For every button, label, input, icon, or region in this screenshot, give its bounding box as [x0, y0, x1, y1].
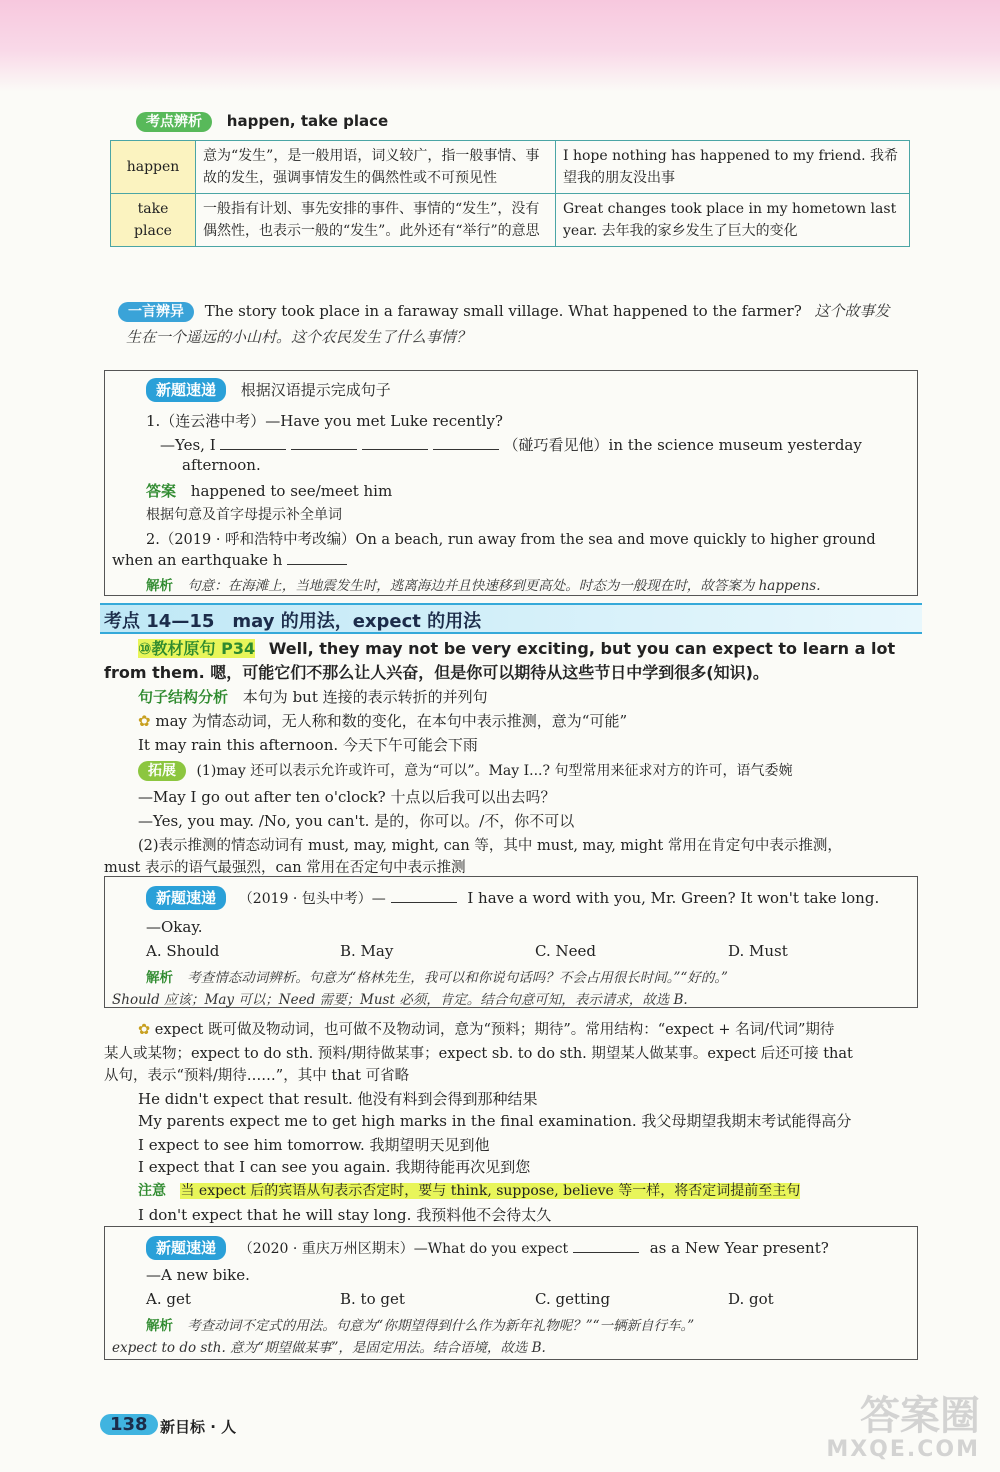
box2-response: —Okay. [146, 918, 203, 936]
box1-analysis [146, 574, 821, 594]
box2-analysis [146, 966, 728, 986]
comparison-table [110, 140, 910, 247]
q2-text: when an earthquake h [112, 551, 283, 569]
box1-subtitle: 根据句意及首字母提示补全单词 [146, 507, 342, 523]
watermark-line1: 答案圈 [860, 1393, 980, 1439]
header-banner [0, 0, 1000, 92]
box1-q2-line2 [112, 550, 347, 569]
box1-header [146, 378, 391, 402]
box1-q1: 1.（连云港中考）—Have you met Luke recently? [146, 412, 503, 430]
box1-answer [146, 480, 392, 501]
q1-blank-2[interactable] [291, 435, 357, 450]
box3-analysis-2: expect to do sth. 意为“期望做某事”，是固定用法。结合语境，故选 B. [112, 1340, 546, 1356]
box3-q-tail: as a New Year present? [649, 1239, 829, 1257]
box1-q2: 2.（2019 · 呼和浩特中考改编）On a beach, run away from the sea and move quickly to higher ground [146, 532, 876, 548]
may-text-3: (1)may 还可以表示允许或许可，意为“可以”。May I...? 句型常用来征求对方的许可，语气委婉 [196, 763, 793, 779]
note-icon: ✿ [138, 712, 151, 730]
book-title: 新目标 · 人 [160, 1418, 237, 1436]
box2-question [146, 886, 879, 910]
expect-line2: 某人或某物；expect to do sth. 预料/期待做某事；expect sb. to do sth. 期望某人做某事。expect 后还可接 that [104, 1046, 853, 1062]
section-tag: 考点辨析 [136, 112, 212, 132]
analysis-label: 解析 [146, 970, 173, 986]
q1-hint: （碰巧看见他）in the science museum yesterday [503, 436, 862, 454]
box2-blank[interactable] [391, 888, 457, 903]
expect-line3: 从句，表示“预料/期待……”，其中 that 可省略 [104, 1068, 410, 1084]
yuanju-label: ⑩教材原句 P34 [138, 639, 256, 658]
box2-option-c[interactable]: C. Need [535, 942, 596, 960]
q1-blank-1[interactable] [220, 435, 286, 450]
q1-answer-prefix: —Yes, I [160, 436, 216, 454]
may-line1 [138, 710, 627, 731]
box1-tag: 新题速递 [146, 378, 226, 402]
box2-q-text: （2019 · 包头中考）— [238, 891, 386, 907]
expect-note [138, 1180, 800, 1200]
answer-label: 答案 [146, 482, 177, 500]
juzi-line [138, 686, 488, 707]
may-line5: —Yes, you may. /No, you can't. 是的，你可以。/不，你不可以 [138, 812, 575, 830]
note-label: 注意 [138, 1183, 166, 1199]
expect-line1 [138, 1018, 834, 1039]
may-line3 [138, 760, 792, 781]
q2-blank[interactable] [287, 550, 347, 565]
yuanju-text-2: from them. 嗯，可能它们不那么让人兴奋，但是你可以期待从这些节日中学到很多(知识)。 [104, 663, 769, 682]
table-row [111, 194, 910, 247]
tuozhan-tag: 拓展 [138, 761, 186, 781]
yiyan-english: The story took place in a faraway small village. What happened to the farmer? [204, 302, 802, 320]
juzi-label: 句子结构分析 [138, 688, 229, 706]
analysis-label: 解析 [146, 1318, 173, 1334]
box2-analysis-1: 考查情态动词辨析。句意为“格林先生，我可以和你说句话吗？不会占用很长时间。”“好的。” [187, 970, 728, 986]
box2-analysis-2: Should 应该；May 可以；Need 需要；Must 必须，肯定。结合句意可知，表示请求，故选 B. [112, 992, 688, 1008]
table-cell-example: I hope nothing has happened to my friend. 我希望我的朋友没出事 [556, 141, 910, 194]
table-cell-example: Great changes took place in my hometown last year. 去年我的家乡发生了巨大的变化 [556, 194, 910, 247]
box1-q1-line2 [160, 434, 862, 455]
box1-q1-line3: afternoon. [182, 456, 261, 474]
yiyan-tag: 一言辨异 [118, 302, 194, 322]
table-cell-meaning: 意为“发生”，是一般用语，词义较广，指一般事情、事故的发生，强调事情发生的偶然性或不可预见性 [196, 141, 556, 194]
q1-blank-4[interactable] [433, 435, 499, 450]
expect-line8: I don't expect that he will stay long. 我预料他不会待太久 [138, 1206, 552, 1224]
table-row [111, 141, 910, 194]
may-text-1: may 为情态动词，无人称和数的变化，在本句中表示推测，意为“可能” [155, 712, 628, 730]
yiyan-chinese-1: 这个故事发 [814, 302, 890, 320]
may-line2: It may rain this afternoon. 今天下午可能会下雨 [138, 736, 478, 754]
may-line4: —May I go out after ten o'clock? 十点以后我可以出去吗？ [138, 788, 556, 806]
box1-title: 根据汉语提示完成句子 [240, 381, 391, 399]
box3-q-text: （2020 · 重庆万州区期末）—What do you expect [238, 1241, 569, 1257]
section-title: happen, take place [226, 112, 389, 130]
box2-tag: 新题速递 [146, 886, 226, 910]
q1-blank-3[interactable] [362, 435, 428, 450]
expect-line5: My parents expect me to get high marks in the final examination. 我父母期望我期末考试能得高分 [138, 1112, 852, 1130]
box3-analysis [146, 1314, 694, 1334]
analysis-text: 句意：在海滩上，当地震发生时，逃离海边并且快速移到更高处。时态为一般现在时，故答案为 happens. [187, 578, 821, 594]
expect-line7: I expect that I can see you again. 我期待能再次见到您 [138, 1158, 531, 1176]
expect-line6: I expect to see him tomorrow. 我期望明天见到他 [138, 1136, 490, 1154]
expect-line4: He didn't expect that result. 他没有料到会得到那种结果 [138, 1090, 538, 1108]
watermark [826, 1394, 980, 1462]
box3-question [146, 1236, 829, 1260]
box3-option-a[interactable]: A. get [146, 1290, 191, 1308]
box2-option-d[interactable]: D. Must [728, 942, 788, 960]
answer-text: happened to see/meet him [190, 482, 393, 500]
box2-q-tail: I have a word with you, Mr. Green? It won't take long. [467, 889, 880, 907]
box3-option-d[interactable]: D. got [728, 1290, 774, 1308]
yuanju-line1 [138, 636, 895, 659]
kaodian-title: 考点 14—15 may 的用法，expect 的用法 [104, 611, 482, 632]
box2-option-b[interactable]: B. May [340, 942, 394, 960]
note-text: 当 expect 后的宾语从句表示否定时，要与 think, suppose, believe 等一样，将否定词提前至主句 [180, 1183, 801, 1199]
table-cell-key: happen [111, 141, 196, 194]
box2-option-a[interactable]: A. Should [146, 942, 220, 960]
expect-text-1: expect 既可做及物动词，也可做不及物动词，意为“预料；期待”。常用结构：“expect + 名词/代词”期待 [154, 1022, 835, 1038]
analysis-label: 解析 [146, 578, 173, 594]
yuanju-text-1: Well, they may not be very exciting, but you can expect to learn a lot [268, 639, 896, 658]
kaodian-banner [100, 603, 922, 634]
juzi-text: 本句为 but 连接的表示转折的并列句 [242, 688, 488, 706]
note-icon: ✿ [138, 1022, 151, 1038]
box3-option-b[interactable]: B. to get [340, 1290, 405, 1308]
page-number: 138 [100, 1414, 158, 1435]
may-line7: must 表示的语气最强烈，can 常用在否定句中表示推测 [104, 860, 466, 876]
may-line6: (2)表示推测的情态动词有 must, may, might, can 等，其中 must, may, might 常用在肯定句中表示推测， [138, 838, 842, 854]
section-heading [136, 112, 388, 132]
table-cell-meaning: 一般指有计划、事先安排的事件、事情的“发生”，没有偶然性，也表示一般的“发生”。此外还有“举行”的意思 [196, 194, 556, 247]
box3-analysis-1: 考查动词不定式的用法。句意为“你期望得到什么作为新年礼物呢？”“一辆新自行车。” [187, 1318, 695, 1334]
watermark-line2: MXQE.COM [826, 1437, 980, 1462]
yiyan-line1 [118, 300, 890, 322]
table-cell-key: take place [111, 194, 196, 247]
yiyan-chinese-2: 生在一个遥远的小山村。这个农民发生了什么事情？ [126, 328, 472, 346]
box3-blank[interactable] [573, 1238, 639, 1253]
box3-option-c[interactable]: C. getting [535, 1290, 611, 1308]
box3-response: —A new bike. [146, 1266, 250, 1284]
box3-tag: 新题速递 [146, 1236, 226, 1260]
